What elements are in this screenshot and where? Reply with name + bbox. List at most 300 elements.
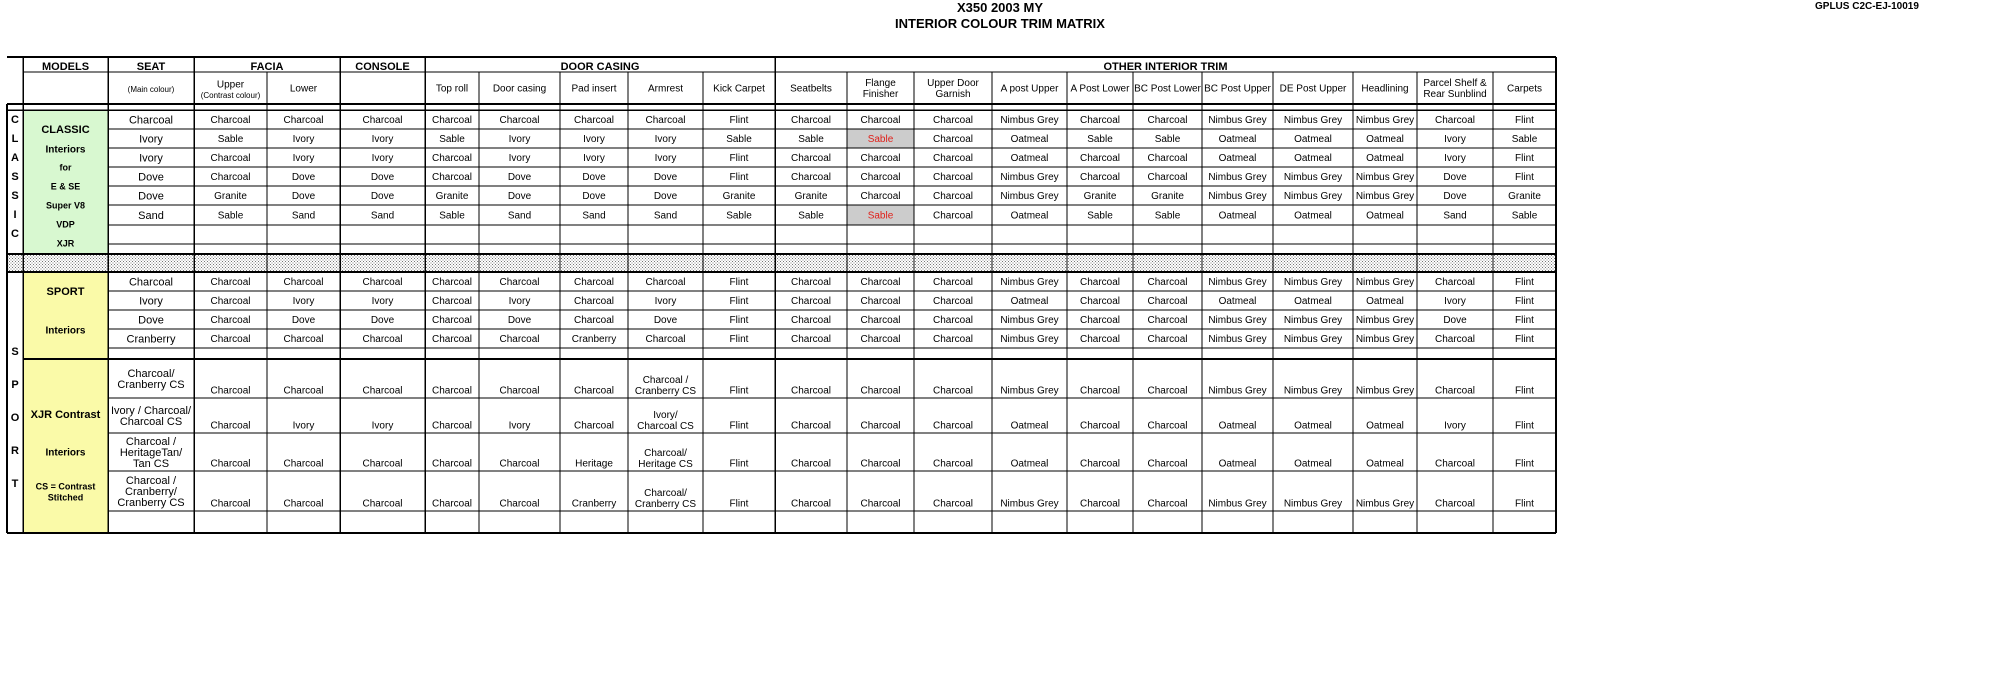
- xjr-trim-cell: Charcoal: [210, 458, 251, 470]
- classic-seat-cell: Dove: [138, 190, 164, 203]
- sport-trim-cell: Flint: [729, 296, 749, 308]
- sport-trim-cell: Charcoal: [1434, 334, 1476, 346]
- classic-side-letter: C: [11, 113, 19, 126]
- classic-trim-cell: Oatmeal: [1366, 134, 1404, 146]
- classic-trim-cell: Granite: [1151, 191, 1184, 203]
- classic-trim-cell: Charcoal: [283, 115, 324, 127]
- sport-trim-cell: Dove: [1443, 315, 1467, 327]
- classic-trim-cell: Ivory: [583, 153, 605, 165]
- sport-trim-cell: Charcoal: [1079, 277, 1121, 289]
- sport-trim-cell: Charcoal: [210, 296, 251, 308]
- xjr-trim-cell: Charcoal: [499, 498, 540, 510]
- classic-trim-cell: Dove: [582, 172, 606, 184]
- classic-side-letter: S: [11, 170, 19, 183]
- xjr-armrest-cell: Charcoal/: [644, 488, 687, 500]
- column-header: Lower: [289, 83, 318, 95]
- classic-trim-cell: Ivory: [508, 153, 531, 165]
- classic-trim-cell: Charcoal: [362, 115, 403, 127]
- sport-side-letter: R: [11, 444, 19, 457]
- classic-trim-cell: Sable: [798, 210, 824, 222]
- classic-seat-cell: Dove: [138, 171, 164, 184]
- sport-trim-cell: Charcoal: [1079, 334, 1121, 346]
- column-header: Garnish: [935, 89, 971, 101]
- classic-trim-cell: Nimbus Grey: [1283, 191, 1343, 203]
- xjr-model-label: Stitched: [47, 492, 84, 503]
- sport-trim-cell: Flint: [729, 315, 749, 327]
- classic-trim-cell: Charcoal: [573, 115, 615, 127]
- sport-trim-cell: Charcoal: [1147, 277, 1188, 289]
- classic-trim-cell: Charcoal: [790, 115, 832, 127]
- xjr-trim-cell: Charcoal: [860, 385, 901, 397]
- classic-trim-cell: Charcoal: [932, 210, 974, 222]
- column-header: Headlining: [1361, 83, 1409, 95]
- xjr-trim-cell: Charcoal: [790, 385, 832, 397]
- classic-trim-cell: Sable: [798, 134, 824, 146]
- classic-seat-cell: Charcoal: [128, 114, 174, 127]
- sport-trim-cell: Dove: [370, 315, 395, 327]
- xjr-armrest-cell: Cranberry CS: [634, 499, 697, 511]
- xjr-trim-cell: Charcoal: [431, 420, 473, 432]
- sport-trim-cell: Oatmeal: [1366, 296, 1404, 308]
- classic-trim-cell: Dove: [653, 191, 678, 203]
- classic-seat-cell: Sand: [138, 209, 164, 222]
- sport-trim-cell: Flint: [729, 277, 749, 289]
- classic-trim-cell: Nimbus Grey: [1283, 115, 1343, 127]
- xjr-trim-cell: Charcoal: [283, 458, 324, 470]
- classic-trim-cell: Charcoal: [1079, 153, 1121, 165]
- sport-trim-cell: Cranberry: [571, 334, 617, 346]
- sport-trim-cell: Charcoal: [210, 315, 251, 327]
- sport-trim-cell: Nimbus Grey: [1355, 315, 1415, 327]
- classic-side-letter: L: [11, 132, 19, 145]
- xjr-armrest-cell: Charcoal/: [644, 448, 687, 460]
- sport-trim-cell: Nimbus Grey: [1355, 277, 1415, 289]
- xjr-trim-cell: Charcoal: [932, 498, 974, 510]
- classic-trim-cell: Charcoal: [431, 153, 473, 165]
- xjr-trim-cell: Nimbus Grey: [1283, 498, 1343, 510]
- classic-trim-cell: Sable: [726, 134, 752, 146]
- classic-trim-cell: Oatmeal: [1218, 134, 1257, 146]
- classic-trim-cell: Nimbus Grey: [1355, 115, 1415, 127]
- classic-model-label: XJR: [56, 238, 75, 249]
- xjr-trim-cell: Flint: [1515, 498, 1534, 510]
- xjr-trim-cell: Charcoal: [283, 498, 324, 510]
- classic-trim-cell: Charcoal: [1147, 153, 1188, 165]
- other-trim-header: OTHER INTERIOR TRIM: [1103, 60, 1228, 73]
- xjr-seat-cell: Charcoal/: [127, 367, 175, 380]
- xjr-trim-cell: Charcoal: [790, 498, 832, 510]
- classic-trim-cell: Sable: [726, 210, 752, 222]
- classic-trim-cell: Granite: [214, 191, 247, 203]
- classic-trim-cell: Sable: [867, 210, 894, 222]
- sport-side-letter: T: [11, 477, 19, 490]
- sport-trim-cell: Oatmeal: [1294, 296, 1332, 308]
- xjr-trim-cell: Charcoal: [790, 458, 832, 470]
- sport-trim-cell: Charcoal: [860, 277, 901, 289]
- sport-trim-cell: Charcoal: [860, 315, 901, 327]
- sport-trim-cell: Charcoal: [573, 315, 615, 327]
- xjr-trim-cell: Flint: [1515, 385, 1534, 397]
- classic-trim-cell: Charcoal: [431, 115, 473, 127]
- classic-trim-cell: Charcoal: [210, 153, 251, 165]
- classic-trim-cell: Oatmeal: [1366, 153, 1404, 165]
- classic-trim-cell: Sand: [653, 210, 678, 222]
- xjr-trim-cell: Charcoal: [210, 420, 251, 432]
- column-header: A Post Lower: [1070, 83, 1130, 95]
- classic-trim-cell: Granite: [722, 191, 756, 203]
- xjr-trim-cell: Flint: [729, 498, 749, 510]
- classic-trim-cell: Flint: [1515, 115, 1534, 127]
- classic-trim-cell: Ivory: [654, 134, 677, 146]
- xjr-seat-cell: HeritageTan/: [119, 446, 183, 459]
- sport-trim-cell: Dove: [653, 315, 678, 327]
- xjr-seat-cell: Cranberry CS: [117, 496, 185, 509]
- classic-trim-cell: Sand: [370, 210, 395, 222]
- classic-trim-cell: Dove: [370, 191, 395, 203]
- xjr-trim-cell: Flint: [1515, 458, 1534, 470]
- sport-model-label: SPORT: [46, 285, 85, 298]
- xjr-seat-cell: Cranberry CS: [117, 378, 185, 391]
- classic-side-letter: A: [11, 151, 19, 164]
- xjr-trim-cell: Nimbus Grey: [1208, 498, 1267, 510]
- classic-trim-cell: Ivory: [371, 134, 394, 146]
- xjr-trim-cell: Charcoal: [362, 385, 403, 397]
- classic-trim-cell: Dove: [370, 172, 395, 184]
- xjr-trim-cell: Charcoal: [362, 498, 403, 510]
- classic-trim-cell: Sable: [867, 134, 894, 146]
- classic-seat-cell: Ivory: [139, 133, 163, 146]
- column-header: BC Post Upper: [1204, 83, 1271, 95]
- xjr-trim-cell: Oatmeal: [1366, 458, 1404, 470]
- xjr-model-label: Interiors: [45, 447, 86, 459]
- xjr-trim-cell: Charcoal: [210, 385, 251, 397]
- classic-trim-cell: Oatmeal: [1218, 210, 1257, 222]
- sport-side-letter: O: [10, 411, 20, 424]
- classic-trim-cell: Oatmeal: [1294, 210, 1332, 222]
- xjr-trim-cell: Ivory: [1444, 420, 1466, 432]
- column-header: Top roll: [435, 83, 469, 95]
- sport-trim-cell: Nimbus Grey: [1208, 277, 1267, 289]
- classic-trim-cell: Sand: [507, 210, 532, 222]
- column-header: Carpets: [1506, 83, 1543, 95]
- classic-trim-cell: Nimbus Grey: [1355, 172, 1415, 184]
- classic-trim-cell: Charcoal: [499, 115, 540, 127]
- xjr-trim-cell: Cranberry: [571, 498, 617, 510]
- classic-trim-cell: Charcoal: [860, 172, 901, 184]
- sport-trim-cell: Charcoal: [645, 334, 686, 346]
- classic-trim-cell: Dove: [1443, 191, 1467, 203]
- section-divider: [7, 254, 1556, 272]
- column-header: Upper Door: [927, 78, 979, 90]
- sport-trim-cell: Ivory: [508, 296, 531, 308]
- xjr-trim-cell: Charcoal: [1079, 385, 1121, 397]
- classic-trim-cell: Charcoal: [1147, 172, 1188, 184]
- column-header: BC Post Lower: [1134, 83, 1201, 95]
- xjr-seat-cell: Ivory / Charcoal/: [110, 404, 192, 417]
- sport-trim-cell: Nimbus Grey: [1000, 315, 1059, 327]
- classic-trim-cell: Nimbus Grey: [1355, 191, 1415, 203]
- xjr-trim-cell: Charcoal: [932, 458, 974, 470]
- classic-trim-cell: Nimbus Grey: [1000, 115, 1059, 127]
- xjr-trim-cell: Oatmeal: [1010, 420, 1049, 432]
- door-casing-header: DOOR CASING: [560, 60, 640, 73]
- sport-trim-cell: Charcoal: [1434, 277, 1476, 289]
- document-code: GPLUS C2C-EJ-10019: [1815, 1, 1919, 12]
- xjr-trim-cell: Charcoal: [1434, 458, 1476, 470]
- classic-trim-cell: Dove: [507, 172, 532, 184]
- sport-side-letter: P: [11, 378, 19, 391]
- xjr-trim-cell: Charcoal: [431, 498, 473, 510]
- xjr-trim-cell: Oatmeal: [1294, 458, 1332, 470]
- xjr-trim-cell: Charcoal: [283, 385, 324, 397]
- xjr-trim-cell: Nimbus Grey: [1000, 385, 1059, 397]
- sport-seat-cell: Dove: [138, 314, 164, 327]
- classic-trim-cell: Sable: [439, 210, 465, 222]
- classic-trim-cell: Charcoal: [860, 153, 901, 165]
- facia-header: FACIA: [250, 60, 284, 73]
- seat-subheader: (Main colour): [127, 85, 175, 95]
- xjr-trim-cell: Charcoal: [1079, 458, 1121, 470]
- xjr-trim-cell: Heritage: [575, 458, 613, 470]
- sport-trim-cell: Charcoal: [1147, 315, 1188, 327]
- xjr-model-label: XJR Contrast: [30, 408, 101, 421]
- xjr-seat-cell: Charcoal /: [125, 435, 177, 448]
- models-header: MODELS: [41, 60, 90, 73]
- sport-trim-cell: Charcoal: [499, 277, 540, 289]
- column-header: Upper: [216, 79, 245, 91]
- column-header: Seatbelts: [790, 83, 832, 95]
- sport-seat-cell: Charcoal: [128, 276, 174, 289]
- xjr-trim-cell: Nimbus Grey: [1355, 498, 1415, 510]
- classic-trim-cell: Charcoal: [932, 172, 974, 184]
- seat-header: SEAT: [136, 60, 166, 73]
- sport-trim-cell: Flint: [1515, 296, 1534, 308]
- xjr-trim-cell: Charcoal: [1079, 498, 1121, 510]
- classic-model-label: for: [59, 162, 72, 173]
- sport-trim-cell: Ivory: [654, 296, 677, 308]
- classic-trim-cell: Nimbus Grey: [1000, 191, 1059, 203]
- xjr-trim-cell: Nimbus Grey: [1355, 385, 1415, 397]
- sport-trim-cell: Nimbus Grey: [1208, 334, 1267, 346]
- sport-trim-cell: Charcoal: [790, 277, 832, 289]
- classic-trim-cell: Ivory: [292, 134, 315, 146]
- xjr-trim-cell: Ivory: [371, 420, 394, 432]
- classic-trim-cell: Oatmeal: [1010, 134, 1049, 146]
- xjr-trim-cell: Charcoal: [499, 385, 540, 397]
- sport-trim-cell: Charcoal: [790, 296, 832, 308]
- xjr-trim-cell: Charcoal: [1147, 458, 1188, 470]
- sport-trim-cell: Charcoal: [932, 277, 974, 289]
- classic-trim-cell: Dove: [582, 191, 606, 203]
- sport-trim-cell: Charcoal: [645, 277, 686, 289]
- classic-trim-cell: Flint: [1515, 153, 1534, 165]
- classic-trim-cell: Sable: [1154, 134, 1181, 146]
- sport-trim-cell: Nimbus Grey: [1283, 277, 1343, 289]
- column-header: Door casing: [492, 83, 547, 95]
- classic-trim-cell: Flint: [729, 153, 749, 165]
- classic-trim-cell: Ivory: [508, 134, 531, 146]
- column-header: Pad insert: [571, 83, 617, 95]
- xjr-armrest-cell: Heritage CS: [638, 459, 693, 471]
- sport-trim-cell: Charcoal: [932, 296, 974, 308]
- xjr-trim-cell: Charcoal: [362, 458, 403, 470]
- document-subtitle: INTERIOR COLOUR TRIM MATRIX: [895, 16, 1105, 31]
- sport-trim-cell: Charcoal: [283, 334, 324, 346]
- classic-trim-cell: Sand: [1443, 210, 1467, 222]
- classic-trim-cell: Charcoal: [860, 115, 901, 127]
- sport-trim-cell: Dove: [291, 315, 316, 327]
- column-header: Rear Sunblind: [1423, 89, 1487, 101]
- classic-trim-cell: Charcoal: [932, 134, 974, 146]
- classic-side-letter: S: [11, 189, 19, 202]
- classic-trim-cell: Oatmeal: [1294, 134, 1332, 146]
- classic-trim-cell: Charcoal: [1147, 115, 1188, 127]
- sport-trim-cell: Oatmeal: [1010, 296, 1049, 308]
- xjr-trim-cell: Oatmeal: [1294, 420, 1332, 432]
- classic-trim-cell: Dove: [1443, 172, 1467, 184]
- xjr-trim-cell: Charcoal: [860, 498, 901, 510]
- xjr-trim-cell: Charcoal: [210, 498, 251, 510]
- classic-trim-cell: Charcoal: [1079, 115, 1121, 127]
- classic-model-label: Interiors: [45, 144, 86, 156]
- sport-trim-cell: Flint: [1515, 315, 1534, 327]
- xjr-trim-cell: Charcoal: [1079, 420, 1121, 432]
- xjr-trim-cell: Charcoal: [932, 385, 974, 397]
- sport-trim-cell: Nimbus Grey: [1355, 334, 1415, 346]
- sport-trim-cell: Charcoal: [499, 334, 540, 346]
- classic-trim-cell: Sable: [1154, 210, 1181, 222]
- classic-trim-cell: Ivory: [292, 153, 315, 165]
- sport-trim-cell: Ivory: [292, 296, 315, 308]
- xjr-armrest-cell: Charcoal /: [642, 375, 689, 387]
- classic-trim-cell: Flint: [729, 115, 749, 127]
- sport-trim-cell: Charcoal: [362, 277, 403, 289]
- classic-trim-cell: Sable: [217, 210, 244, 222]
- xjr-trim-cell: Flint: [1515, 420, 1534, 432]
- sport-trim-cell: Charcoal: [431, 296, 473, 308]
- classic-trim-cell: Granite: [1508, 191, 1541, 203]
- xjr-trim-cell: Ivory: [508, 420, 531, 432]
- xjr-trim-cell: Charcoal: [860, 458, 901, 470]
- classic-trim-cell: Oatmeal: [1010, 210, 1049, 222]
- sport-trim-cell: Nimbus Grey: [1283, 315, 1343, 327]
- classic-trim-cell: Granite: [435, 191, 469, 203]
- xjr-trim-cell: Oatmeal: [1218, 458, 1257, 470]
- xjr-armrest-cell: Cranberry CS: [634, 386, 697, 398]
- classic-trim-cell: Ivory: [1444, 153, 1466, 165]
- classic-trim-cell: Sand: [582, 210, 606, 222]
- classic-trim-cell: Ivory: [371, 153, 394, 165]
- sport-trim-cell: Charcoal: [932, 315, 974, 327]
- column-header: Parcel Shelf &: [1423, 78, 1487, 90]
- xjr-trim-cell: Flint: [729, 458, 749, 470]
- sport-trim-cell: Oatmeal: [1218, 296, 1257, 308]
- xjr-armrest-cell: Charcoal CS: [637, 421, 694, 433]
- classic-trim-cell: Sable: [1087, 210, 1113, 222]
- xjr-trim-cell: Charcoal: [573, 420, 615, 432]
- xjr-trim-cell: Charcoal: [1434, 498, 1476, 510]
- classic-trim-cell: Charcoal: [860, 191, 901, 203]
- xjr-armrest-cell: Ivory/: [653, 410, 678, 422]
- sport-trim-cell: Nimbus Grey: [1000, 334, 1059, 346]
- classic-trim-cell: Charcoal: [932, 153, 974, 165]
- xjr-model-label: CS = Contrast: [35, 481, 96, 492]
- classic-trim-cell: Dove: [653, 172, 678, 184]
- classic-trim-cell: Ivory: [654, 153, 677, 165]
- sport-trim-cell: Charcoal: [362, 334, 403, 346]
- sport-trim-cell: Charcoal: [1147, 334, 1188, 346]
- xjr-trim-cell: Charcoal: [431, 458, 473, 470]
- xjr-trim-cell: Flint: [729, 385, 749, 397]
- sport-trim-cell: Nimbus Grey: [1000, 277, 1059, 289]
- classic-trim-cell: Sable: [1511, 210, 1538, 222]
- sport-trim-cell: Charcoal: [283, 277, 324, 289]
- sport-trim-cell: Charcoal: [1147, 296, 1188, 308]
- classic-trim-cell: Granite: [794, 191, 828, 203]
- sport-trim-cell: Ivory: [371, 296, 394, 308]
- classic-trim-cell: Nimbus Grey: [1208, 172, 1267, 184]
- classic-trim-cell: Sable: [1511, 134, 1538, 146]
- classic-trim-cell: Ivory: [1444, 134, 1466, 146]
- sport-trim-cell: Flint: [1515, 277, 1534, 289]
- classic-trim-cell: Charcoal: [790, 172, 832, 184]
- xjr-trim-cell: Charcoal: [1147, 385, 1188, 397]
- sport-trim-cell: Charcoal: [210, 277, 251, 289]
- sport-side-letter: S: [11, 345, 19, 358]
- sport-trim-cell: Charcoal: [790, 315, 832, 327]
- xjr-trim-cell: Oatmeal: [1218, 420, 1257, 432]
- classic-trim-cell: Sable: [217, 134, 244, 146]
- xjr-trim-cell: Charcoal: [573, 385, 615, 397]
- classic-trim-cell: Charcoal: [932, 191, 974, 203]
- classic-trim-cell: Ivory: [583, 134, 605, 146]
- classic-trim-cell: Dove: [507, 191, 532, 203]
- sport-trim-cell: Charcoal: [573, 296, 615, 308]
- xjr-trim-cell: Nimbus Grey: [1000, 498, 1059, 510]
- classic-trim-cell: Charcoal: [431, 172, 473, 184]
- classic-trim-cell: Sand: [291, 210, 316, 222]
- sport-trim-cell: Charcoal: [932, 334, 974, 346]
- classic-model-label: CLASSIC: [41, 123, 90, 136]
- sport-trim-cell: Charcoal: [431, 277, 473, 289]
- column-header: (Contrast colour): [200, 91, 261, 101]
- xjr-seat-cell: Charcoal CS: [119, 415, 183, 428]
- xjr-trim-cell: Charcoal: [499, 458, 540, 470]
- sport-trim-cell: Charcoal: [860, 334, 901, 346]
- classic-trim-cell: Sable: [1087, 134, 1113, 146]
- sport-trim-cell: Dove: [507, 315, 532, 327]
- column-header: A post Upper: [1000, 83, 1059, 95]
- classic-trim-cell: Charcoal: [645, 115, 686, 127]
- classic-trim-cell: Dove: [291, 172, 316, 184]
- sport-trim-cell: Flint: [1515, 334, 1534, 346]
- xjr-trim-cell: Charcoal: [1434, 385, 1476, 397]
- sport-trim-cell: Ivory: [1444, 296, 1466, 308]
- classic-trim-cell: Charcoal: [932, 115, 974, 127]
- sport-trim-cell: Charcoal: [860, 296, 901, 308]
- sport-trim-cell: Charcoal: [790, 334, 832, 346]
- classic-trim-cell: Oatmeal: [1218, 153, 1257, 165]
- xjr-seat-cell: Tan CS: [132, 457, 170, 470]
- xjr-trim-cell: Charcoal: [431, 385, 473, 397]
- classic-trim-cell: Nimbus Grey: [1283, 172, 1343, 184]
- document-title: X350 2003 MY: [956, 0, 1043, 15]
- xjr-trim-cell: Oatmeal: [1010, 458, 1049, 470]
- classic-trim-cell: Nimbus Grey: [1208, 115, 1267, 127]
- sport-trim-cell: Charcoal: [1079, 315, 1121, 327]
- classic-side-letter: C: [11, 227, 19, 240]
- xjr-trim-cell: Charcoal: [1147, 420, 1188, 432]
